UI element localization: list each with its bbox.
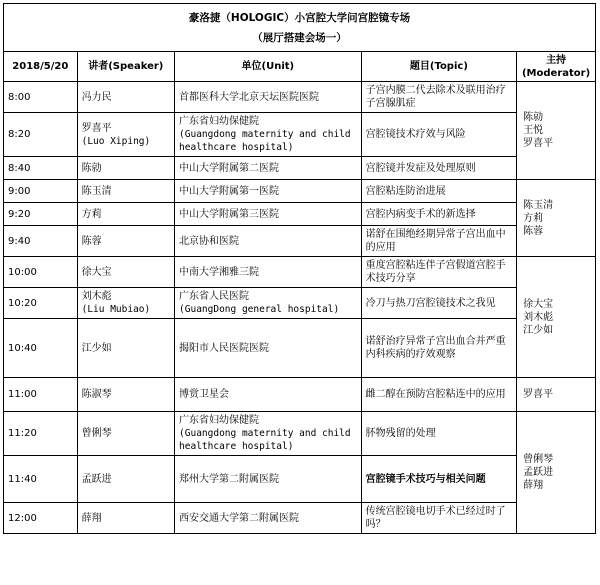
unit-cell: 西安交通大学第二附属医院 (175, 503, 362, 534)
time-cell: 11:40 (4, 456, 78, 503)
table-row (4, 157, 596, 180)
page-subtitle: （展厅搭建会场一） (252, 32, 347, 44)
moderator-name: 薛翔 (523, 480, 544, 491)
date-header: 2018/5/20 (4, 52, 78, 82)
time-cell: 11:00 (4, 378, 78, 412)
moderator-cell (517, 257, 596, 378)
topic-cell: 肧物残留的处理 (361, 412, 517, 456)
unit-cell: 揭阳市人民医院医院 (175, 319, 362, 378)
speaker-name-en: (Liu Mubiao) (81, 304, 151, 315)
table-row (4, 257, 596, 288)
unit-cell: 中山大学附属第三医院 (175, 203, 362, 226)
topic-cell: 宫腔镜并发症及处理原则 (361, 157, 517, 180)
moderator-header-line2: (Moderator) (521, 67, 591, 79)
topic-cell: 冷刀与热刀宫腔镜技术之我见 (361, 288, 517, 319)
unit-header: 单位(Unit) (175, 52, 362, 82)
table-row (4, 319, 596, 378)
time-cell: 12:00 (4, 503, 78, 534)
moderator-name: 曾俐琴 (523, 454, 554, 465)
topic-cell: 雌二醇在预防宫腔粘连中的应用 (361, 378, 517, 412)
topic-cell: 诺舒治疗异常子宫出血合并严重内科疾病的疗效观察 (361, 319, 517, 378)
table-row (4, 378, 596, 412)
unit-cell: 中山大学附属第一医院 (175, 180, 362, 203)
table-row (4, 456, 596, 503)
speaker-cell: 曾俐琴 (77, 412, 174, 456)
unit-cell: 首都医科大学北京天坛医院医院 (175, 82, 362, 113)
topic-cell: 宫腔镜手术技巧与相关问题 (361, 456, 517, 503)
moderator-name: 江少如 (523, 324, 554, 336)
moderator-header-line1: 主持 (546, 54, 567, 66)
time-cell: 8:20 (4, 113, 78, 157)
moderator-name: 陈蓉 (523, 225, 544, 237)
unit-cell: 博赏卫星会 (175, 378, 362, 412)
table-row (4, 503, 596, 534)
table-row (4, 203, 596, 226)
moderator-name: 陈勍 (523, 112, 544, 123)
speaker-cell: 陈蓉 (77, 226, 174, 257)
time-cell: 10:40 (4, 319, 78, 378)
moderator-name: 孟跃进 (523, 467, 554, 478)
speaker-name-en: (Luo Xiping) (81, 135, 151, 147)
unit-name-en: (Guangdong maternity and child healthcare hospital) (179, 428, 351, 452)
speaker-cell: 冯力民 (77, 82, 174, 113)
table-row (4, 226, 596, 257)
topic-cell: 重度宫腔粘连伴子宫假道宫腔手术技巧分享 (361, 257, 517, 288)
time-cell: 8:40 (4, 157, 78, 180)
speaker-name: 刘木彪 (81, 291, 112, 302)
table-row (4, 288, 596, 319)
moderator-cell (517, 82, 596, 180)
speaker-cell: 陈勍 (77, 157, 174, 180)
time-cell: 8:00 (4, 82, 78, 113)
time-cell: 10:00 (4, 257, 78, 288)
moderator-name: 刘木彪 (523, 311, 554, 323)
title-row (4, 4, 596, 52)
unit-cell: 郑州大学第二附属医院 (175, 456, 362, 503)
page-title: 豪洛捷（HOLOGIC）小宫腔大学问宫腔镜专场 (188, 12, 411, 24)
unit-name: 广东省妇幼保健院 (179, 116, 260, 127)
moderator-name: 王悦 (523, 125, 544, 136)
speaker-cell: 江少如 (77, 319, 174, 378)
unit-cell (175, 113, 362, 157)
speaker-cell: 孟跃进 (77, 456, 174, 503)
time-cell: 11:20 (4, 412, 78, 456)
topic-cell: 宫腔内病变手术的新选择 (361, 203, 517, 226)
time-cell: 9:00 (4, 180, 78, 203)
topic-cell: 宫腔粘连防治进展 (361, 180, 517, 203)
moderator-header (517, 52, 596, 82)
speaker-cell (77, 113, 174, 157)
topic-cell: 子宫内膜二代去除术及联用治疗子宫腺肌症 (361, 82, 517, 113)
moderator-name: 罗喜平 (523, 389, 554, 400)
moderator-name: 陈玉清 (523, 199, 554, 211)
unit-cell: 北京协和医院 (175, 226, 362, 257)
topic-cell: 宫腔镜技术疗效与风险 (361, 113, 517, 157)
unit-name: 广东省人民医院 (179, 291, 250, 302)
speaker-cell: 方莉 (77, 203, 174, 226)
topic-cell: 诺舒在围绝经期异常子宫出血中的应用 (361, 226, 517, 257)
schedule-table (3, 3, 596, 534)
speaker-cell: 徐大宝 (77, 257, 174, 288)
speaker-name: 罗喜平 (81, 122, 112, 134)
speaker-cell: 陈淑琴 (77, 378, 174, 412)
unit-name-en: (GuangDong general hospital) (179, 304, 340, 315)
time-cell: 9:40 (4, 226, 78, 257)
header-row (4, 52, 596, 82)
speaker-cell: 薛翔 (77, 503, 174, 534)
moderator-cell (517, 378, 596, 412)
topic-header: 题目(Topic) (361, 52, 517, 82)
moderator-name: 方莉 (523, 212, 544, 224)
moderator-name: 罗喜平 (523, 138, 554, 149)
speaker-cell (77, 288, 174, 319)
topic-cell: 传统宫腔镜电切手术已经过时了吗？ (361, 503, 517, 534)
table-row (4, 412, 596, 456)
unit-cell (175, 412, 362, 456)
time-cell: 9:20 (4, 203, 78, 226)
unit-name: 广东省妇幼保健院 (179, 415, 260, 426)
unit-cell (175, 288, 362, 319)
table-row (4, 113, 596, 157)
moderator-cell (517, 180, 596, 257)
moderator-cell (517, 412, 596, 534)
time-cell: 10:20 (4, 288, 78, 319)
speaker-cell: 陈玉清 (77, 180, 174, 203)
table-row (4, 180, 596, 203)
unit-name-en: (Guangdong maternity and child healthcare hospital) (179, 129, 351, 153)
table-row (4, 82, 596, 113)
unit-cell: 中山大学附属第二医院 (175, 157, 362, 180)
unit-cell: 中南大学湘雅三院 (175, 257, 362, 288)
speaker-header: 讲者(Speaker) (77, 52, 174, 82)
moderator-name: 徐大宝 (523, 298, 554, 310)
